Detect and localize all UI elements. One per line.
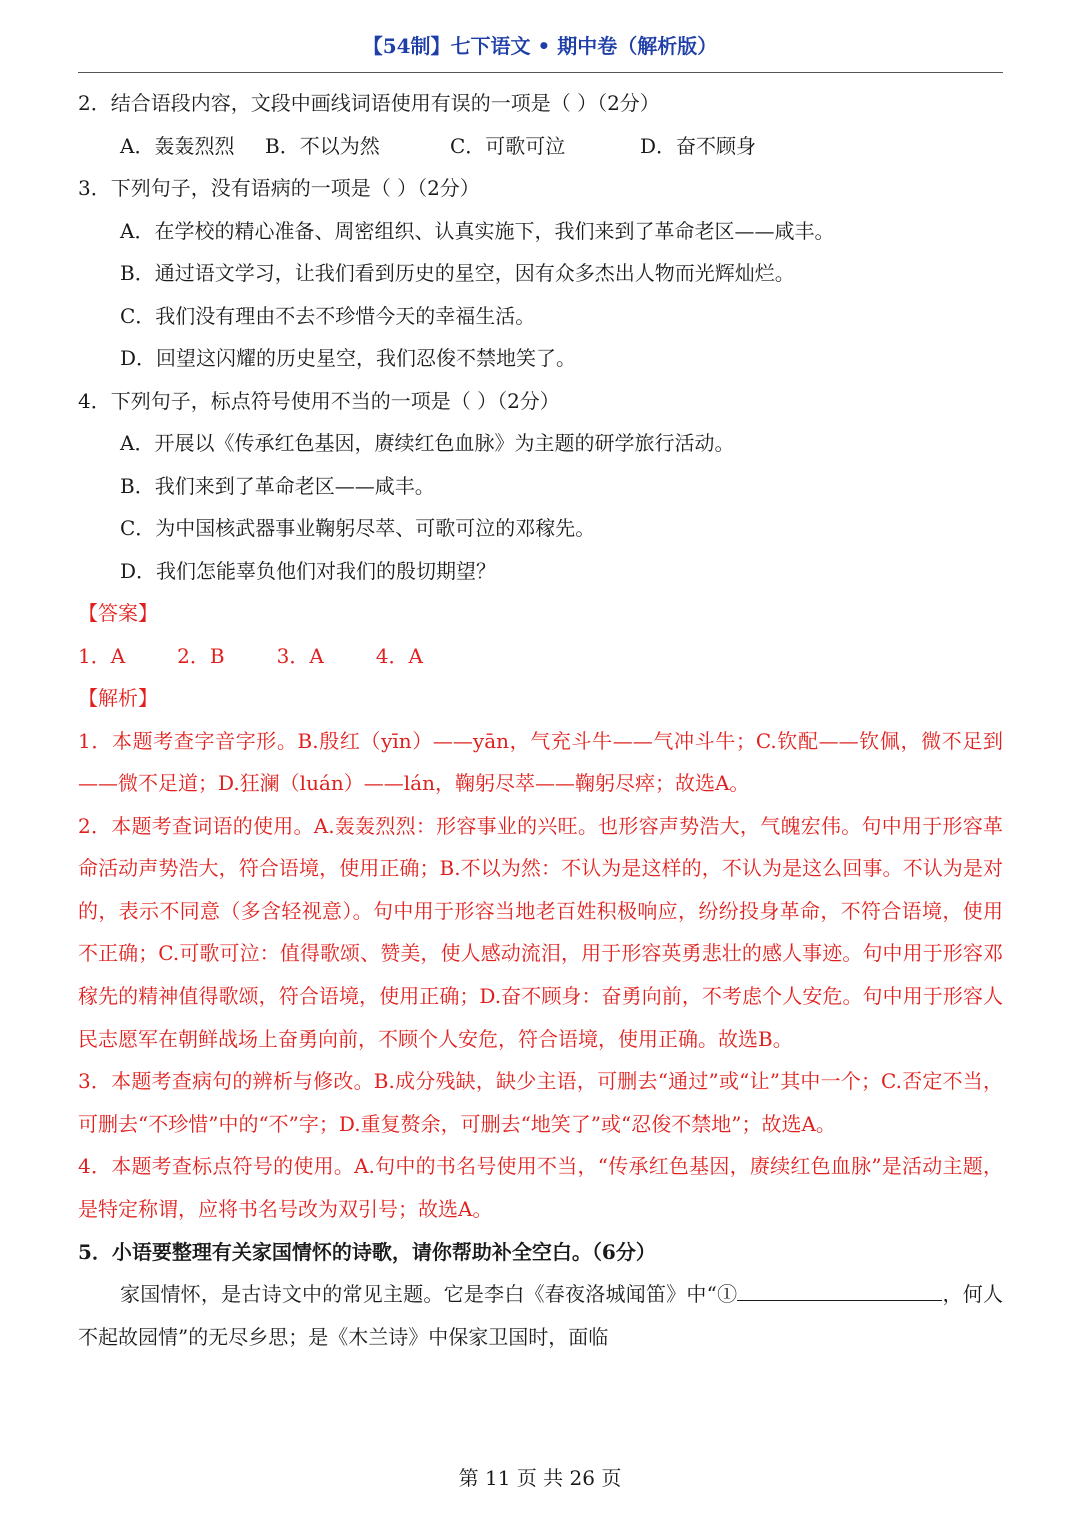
q3-stem: 3．下列句子，没有语病的一项是（ ）（2分） [78, 176, 480, 200]
analysis-paragraph-3: 3．本题考查病句的辨析与修改。B.成分残缺，缺少主语，可删去“通过”或“让”其中一个；C.否定不当，可删去“不珍惜”中的“不”字；D.重复赘余，可删去“地笑了”或“忍俊不禁地”；故选A。 [78, 1069, 1003, 1136]
q3-option-c: C．我们没有理由不去不珍惜今天的幸福生活。 [120, 303, 536, 328]
answer-heading: 【答案】 [78, 601, 158, 625]
answer-item: 3．A [276, 643, 324, 668]
q5-blank-1[interactable] [737, 1280, 942, 1301]
q2-options [78, 125, 1003, 168]
q4-stem: 4．下列句子，标点符号使用不当的一项是（ ）（2分） [78, 388, 560, 413]
page-header-title: 【54制】七下语文 • 期中卷（解析版） [362, 34, 718, 58]
q4-option-d: D．我们怎能辜负他们对我们的殷切期望？ [120, 558, 497, 583]
q3-option-a: A．在学校的精心准备、周密组织、认真实施下，我们来到了革命老区——咸丰。 [120, 218, 835, 243]
answer-item: 1．A [78, 643, 126, 668]
answer-item: 4．A [375, 643, 423, 668]
analysis-heading: 【解析】 [78, 686, 158, 710]
q5-body [78, 1273, 1003, 1358]
page-content [78, 82, 1003, 1358]
answer-list [78, 635, 1003, 678]
analysis-paragraph-2: 2．本题考查词语的使用。A.轰轰烈烈：形容事业的兴旺。也形容声势浩大，气魄宏伟。句中用于形容革命活动声势浩大，符合语境，使用正确；B.不以为然：不认为是这样的，不认为是这么回事。不认为是对的，表示不同意（多含轻视意）。句中用于形容当地老百姓积极响应，纷纷投身革命，不符合语境，使用不正确；C.可歌可泣：值得歌颂、赞美，使人感动流泪，用于形容英勇悲壮的感人事迹。句中用于形容邓稼先的精神值得歌颂，符合语境，使用正确；D.奋不顾身：奋勇向前，不考虑个人安危。句中用于形容人民志愿军在朝鲜战场上奋勇向前，不顾个人安危，符合语境，使用正确。故选B。 [78, 813, 1003, 1051]
page-footer: 第 11 页 共 26 页 [458, 1466, 622, 1490]
header-divider [78, 72, 1003, 73]
analysis-paragraph-4: 4．本题考查标点符号的使用。A.句中的书名号使用不当，“传承红色基因，赓续红色血脉”是活动主题，是特定称谓，应将书名号改为双引号；故选A。 [78, 1154, 1003, 1222]
q2-option-b: B．不以为然 [265, 133, 380, 158]
q2-option-c: C．可歌可泣 [450, 133, 566, 158]
q5-body-after: ，何人不起故园情”的无尽乡思；是《木兰诗》中保家卫国时，面临 [78, 1282, 1003, 1349]
analysis-paragraph-1: 1．本题考查字音字形。B.殷红（yīn）——yān，气充斗牛——气冲斗牛；C.钦配——钦佩，微不足到——微不足道；D.狂澜（luán）——lán，鞠躬尽萃——鞠躬尽瘁；故选A。 [78, 728, 1003, 796]
q4-option-a: A．开展以《传承红色基因，赓续红色血脉》为主题的研学旅行活动。 [120, 431, 735, 455]
q4-option-c: C．为中国核武器事业鞠躬尽萃、可歌可泣的邓稼先。 [120, 516, 596, 540]
q5-stem: 5．小语要整理有关家国情怀的诗歌，请你帮助补全空白。（6分） [78, 1239, 656, 1264]
q2-option-d: D．奋不顾身 [640, 133, 757, 158]
q2-option-a: A．轰轰烈烈 [120, 133, 235, 158]
answer-item: 2．B [177, 643, 225, 668]
q2-stem: 2．结合语段内容，文段中画线词语使用有误的一项是（ ）（2分） [78, 91, 660, 115]
q5-body-before: 家国情怀，是古诗文中的常见主题。它是李白《春夜洛城闻笛》中“① [120, 1282, 738, 1307]
q3-option-b: B．通过语文学习，让我们看到历史的星空，因有众多杰出人物而光辉灿烂。 [120, 261, 795, 285]
q3-option-d: D．回望这闪耀的历史星空，我们忍俊不禁地笑了。 [120, 346, 577, 370]
q4-option-b: B．我们来到了革命老区——咸丰。 [120, 473, 435, 498]
